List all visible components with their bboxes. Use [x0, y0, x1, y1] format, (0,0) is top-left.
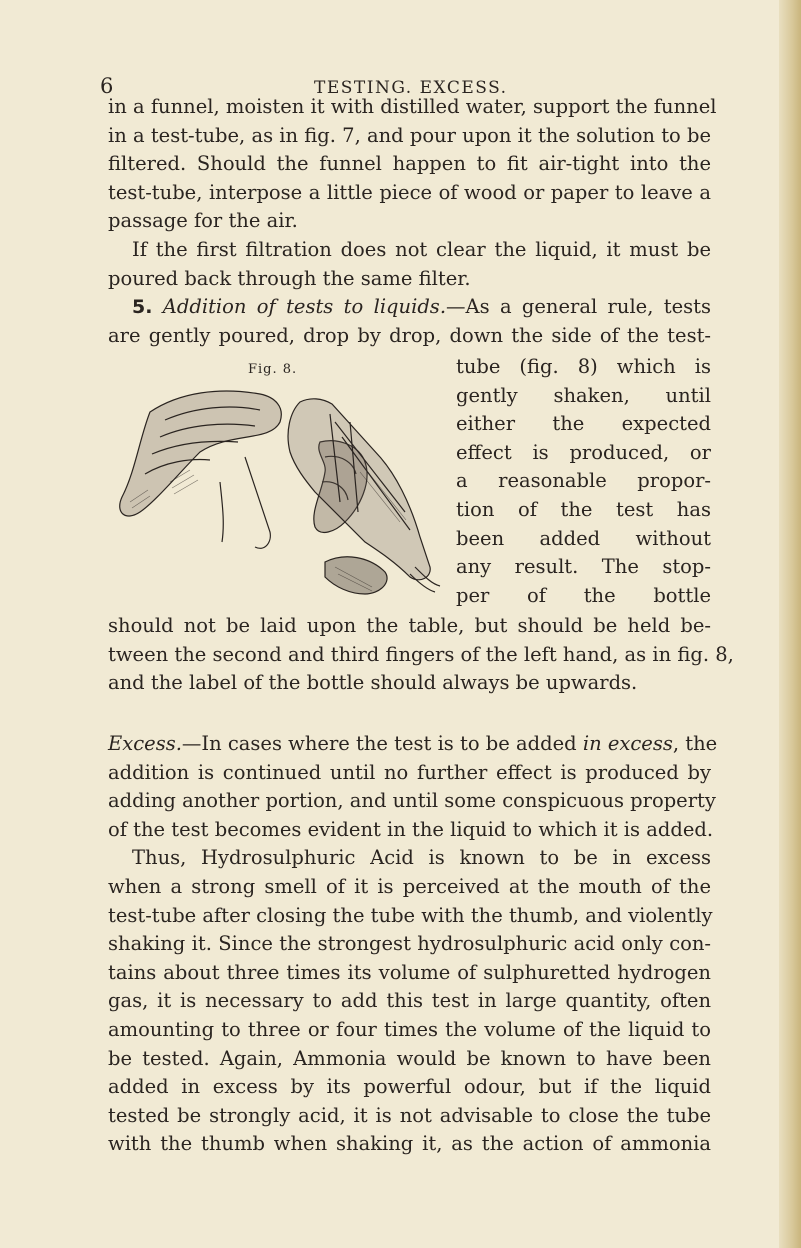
excess-intro-end: , the — [672, 732, 718, 755]
text-line: with the thumb when shaking it, as the action of ammonia — [108, 1132, 711, 1156]
paragraph-bottle-handling — [108, 612, 734, 698]
text-line: amounting to three or four times the volume of the liquid to — [108, 1017, 711, 1041]
excess-title: Excess. — [108, 732, 182, 755]
figure-label: Fig. 8. — [248, 362, 298, 377]
text-line: If the first filtration does not clear the liquid, it must be — [132, 237, 711, 261]
text-line: test-tube, interpose a little piece of wood or paper to leave a — [108, 180, 711, 204]
section-title: Addition of tests to liquids. — [162, 295, 447, 319]
text-line: tween the second and third fingers of the left hand, as in fig. 8, — [108, 642, 734, 666]
section-heading-line — [108, 293, 711, 322]
text-line: shaking it. Since the strongest hydrosulphuric acid only con- — [108, 932, 711, 956]
excess-heading-line — [108, 730, 718, 759]
text-line: are gently poured, drop by drop, down the side of the test- — [108, 323, 711, 347]
text-line: in a test-tube, as in fig. 7, and pour upon it the solution to be — [108, 123, 711, 147]
text-line: added in excess by its powerful odour, but if the liquid — [108, 1075, 711, 1099]
running-title: TESTING. EXCESS. — [314, 78, 508, 98]
in-excess-phrase: in excess — [582, 732, 673, 755]
text-line: either the expected — [456, 412, 711, 436]
text-line: in a funnel, moisten it with distilled water, support the funnel — [108, 95, 717, 118]
figure-hand-holding-bottle — [110, 362, 455, 607]
text-line: tube (fig. 8) which is — [456, 355, 711, 378]
excess-intro: —In cases where the test is to be added — [181, 732, 583, 755]
text-line: of the test becomes evident in the liquid to which it is added. — [108, 817, 714, 841]
paragraph-beside-figure — [456, 353, 711, 610]
hand-bottle-illustration — [110, 362, 455, 607]
page-edge — [779, 0, 801, 1248]
page-number: 6 — [100, 74, 114, 98]
text-line: should not be laid upon the table, but should be held be- — [108, 614, 711, 637]
text-line: addition is continued until no further effect is produced by — [108, 760, 711, 784]
text-line: tested be strongly acid, it is not advisable to close the tube — [108, 1103, 711, 1127]
text-line: Thus, Hydrosulphuric Acid is known to be in excess — [132, 846, 711, 870]
text-line: tion of the test has — [456, 497, 711, 521]
text-line: filtered. Should the funnel happen to fit air-tight into the — [108, 152, 711, 176]
text-line: adding another portion, and until some conspicuous property — [108, 789, 716, 813]
text-line: test-tube after closing the tube with the thumb, and violently — [108, 903, 713, 927]
text-line: tains about three times its volume of sulphuretted hydrogen — [108, 960, 711, 984]
text-line: passage for the air. — [108, 209, 298, 233]
text-line: when a strong smell of it is perceived at the mouth of the — [108, 874, 711, 898]
text-line: and the label of the bottle should always be upwards. — [108, 671, 638, 695]
text-line: gas, it is necessary to add this test in large quantity, often — [108, 989, 711, 1013]
paragraph-filtering — [108, 93, 717, 350]
paragraph-excess — [108, 730, 718, 1159]
text-line: effect is produced, or — [456, 440, 711, 464]
text-line: per of the bottle — [456, 583, 711, 607]
text-line: be tested. Again, Ammonia would be known to have been — [108, 1046, 711, 1070]
text-line: a reasonable propor- — [456, 469, 711, 493]
text-line: any result. The stop- — [456, 555, 711, 579]
text-line: gently shaken, until — [456, 383, 711, 407]
section-number: 5. — [132, 296, 153, 319]
section-title-rest: —As a general rule, tests — [446, 295, 711, 319]
text-line: been added without — [456, 526, 711, 550]
text-line: poured back through the same filter. — [108, 266, 471, 290]
